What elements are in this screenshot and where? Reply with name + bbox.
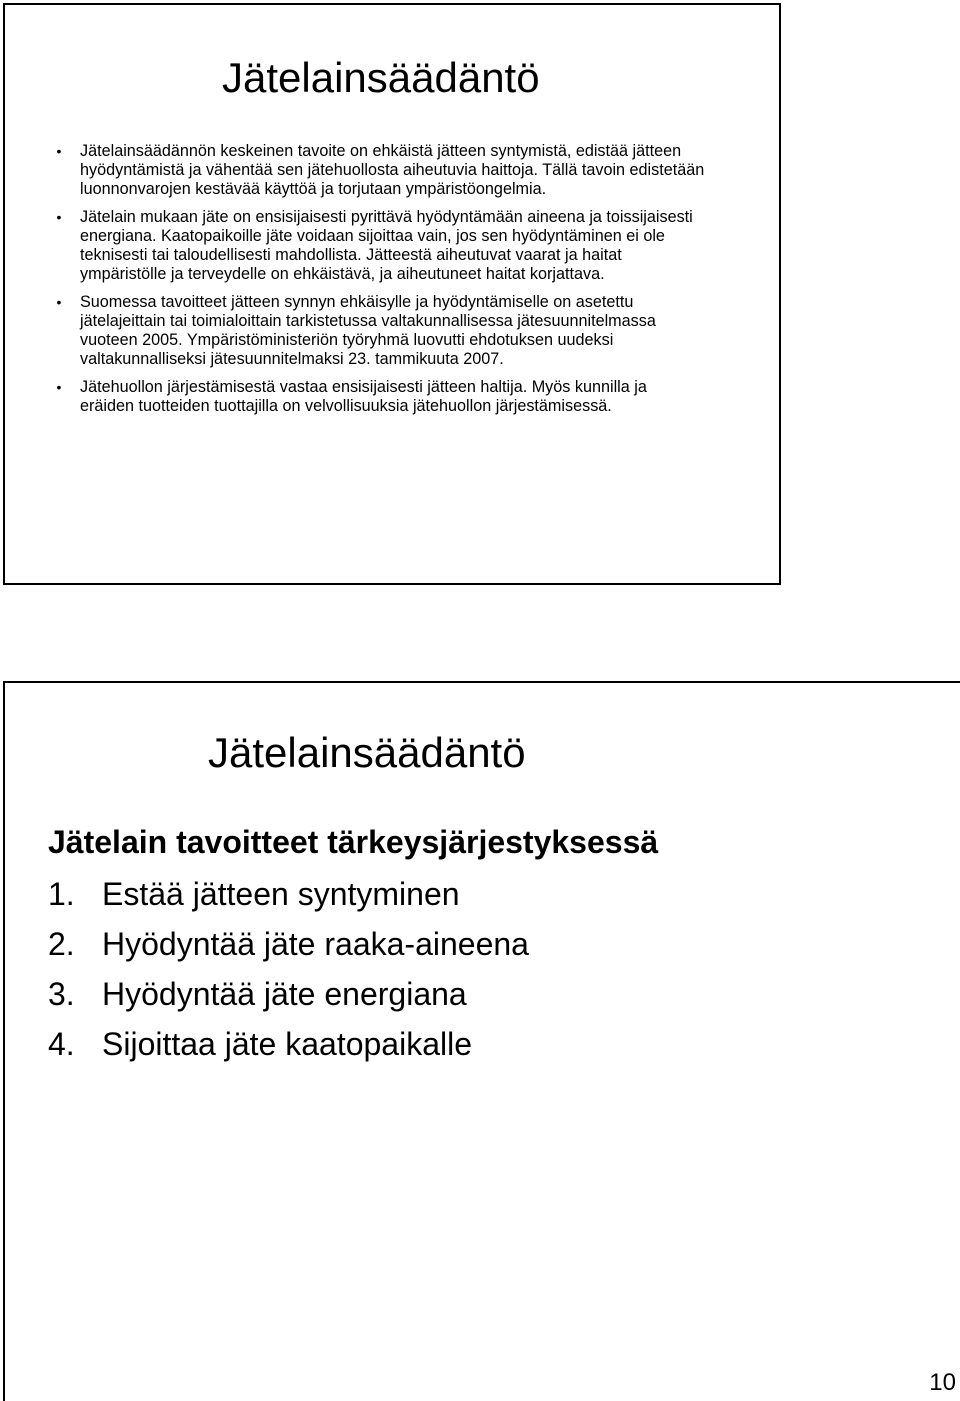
bullet-text: Jätehuollon järjestämisestä vastaa ensisijaisesti jätteen haltija. Myös kunnilla ja eräiden tuotteiden tuottajilla on velvollisuuksia jätehuollon järjestämisessä. (80, 378, 647, 415)
list-item-text: Hyödyntää jäte raaka-aineena (102, 926, 529, 962)
bullet-icon: • (56, 209, 62, 225)
bullet-icon: • (56, 379, 62, 395)
list-item-text: Estää jätteen syntyminen (102, 876, 460, 912)
bullet-item (5, 293, 705, 369)
bullet-icon: • (56, 143, 62, 159)
bullet-item (5, 142, 705, 199)
list-item-number: 1. (48, 876, 75, 912)
slide-1-title: Jätelainsäädäntö (222, 54, 540, 101)
list-item (48, 969, 529, 1019)
slide-2-subheading: Jätelain tavoitteet tärkeysjärjestyksessä (48, 824, 659, 860)
bullet-text: Jätelain mukaan jäte on ensisijaisesti pyrittävä hyödyntämään aineena ja toissijaisesti energiana. Kaatopaikoille jäte voidaan sijoittaa vain, jos sen hyödyntäminen ei ole teknisesti tai taloudellisesti mahdollista. Jätteestä aiheutuvat vaarat ja haitat ympäristölle ja terveydelle on ehkäistävä, ja aiheutuneet haitat korjattava. (80, 208, 693, 283)
list-item (48, 919, 529, 969)
slide-2-title: Jätelainsäädäntö (208, 729, 526, 776)
bullet-icon: • (56, 294, 62, 310)
list-item-number: 3. (48, 976, 75, 1012)
bullet-text: Jätelainsäädännön keskeinen tavoite on ehkäistä jätteen syntymistä, edistää jätteen hyödyntämistä ja vähentää sen jätehuollosta aiheutuvia haittoja. Tällä tavoin edistetään luonnonvarojen kestävää käyttöä ja torjutaan ympäristöongelmia. (80, 142, 705, 198)
slide-1 (3, 3, 781, 585)
list-item-text: Sijoittaa jäte kaatopaikalle (102, 1026, 473, 1062)
bullet-text: Suomessa tavoitteet jätteen synnyn ehkäisylle ja hyödyntämiselle on asetettu jätelajeittain tai toimialoittain tarkistetussa valtakunnallisessa jätesuunnitelmassa vuoteen 2005. Ympäristöministeriön työryhmä luovutti ehdotuksen uudeksi valtakunnalliseksi jätesuunnitelmaksi 23. tammikuuta 2007. (80, 293, 656, 368)
bullet-item (5, 378, 705, 416)
bullet-item (5, 208, 705, 284)
list-item (48, 869, 529, 919)
list-item-number: 2. (48, 926, 75, 962)
list-item (48, 1019, 529, 1069)
list-item-text: Hyödyntää jäte energiana (102, 976, 467, 1012)
numbered-list (48, 869, 529, 1069)
bullet-list (5, 142, 705, 425)
list-item-number: 4. (48, 1026, 75, 1062)
page-number: 10 (929, 1369, 956, 1396)
